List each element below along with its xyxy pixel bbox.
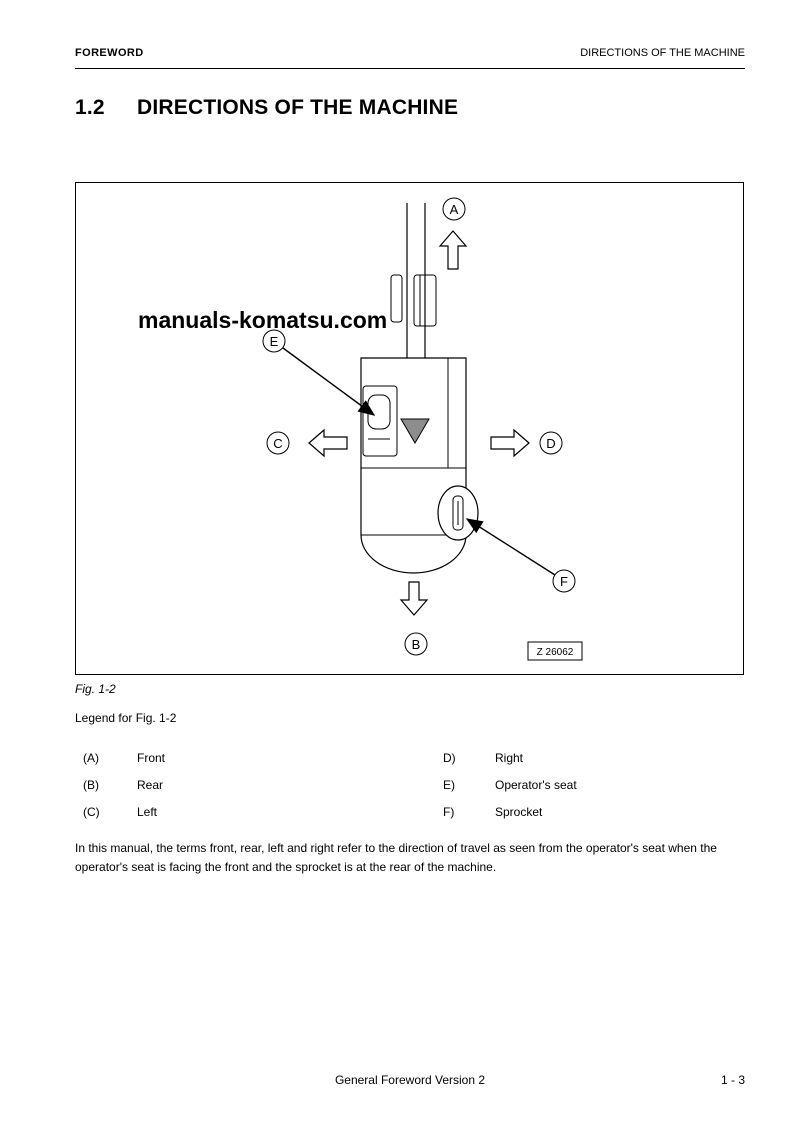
leader-line-sprocket [467,519,555,575]
legend-table [83,749,723,822]
arrow-up-icon [440,231,466,269]
figure-box [75,182,744,675]
label-c: C [273,436,283,451]
figure-caption: Fig. 1-2 [75,682,116,696]
header-chapter-label: DIRECTIONS OF THE MACHINE [580,47,745,59]
legend-value: Sprocket [495,805,543,819]
legend-value: Front [137,751,166,765]
section-number: 1.2 [75,96,105,119]
legend-key: (C) [83,805,100,819]
label-e: E [269,334,279,349]
machine-body-outline [361,358,466,573]
legend-key: D) [443,751,456,765]
legend-key: (A) [83,751,99,765]
footer-document-title: General Foreword Version 2 [334,1073,486,1087]
footer-page-number: 1 - 3 [720,1073,745,1087]
leader-line-seat [283,348,374,415]
label-b: B [411,637,421,652]
label-f: F [560,574,568,589]
arrow-right-icon [491,430,529,456]
legend-value: Right [495,751,524,765]
legend-key: F) [443,805,455,819]
drawing-code: Z 26062 [536,647,574,658]
arm-link-left [391,275,402,322]
header-rule [75,68,745,69]
legend-value: Operator's seat [495,778,577,792]
body-paragraph: In this manual, the terms front, rear, left and right refer to the direction of travel as seen from the operator's seat when the operator's seat is facing the front and the sprocket is at the rear of the machine. [75,841,717,874]
arrow-down-icon [401,582,427,615]
label-a: A [449,202,459,217]
header-section-label: FOREWORD [75,47,144,59]
legend-value: Rear [137,778,164,792]
section-title [75,96,458,120]
machine-direction-diagram [76,183,745,676]
page-header [75,47,745,59]
legend-key: E) [443,778,455,792]
legend-heading: Legend for Fig. 1-2 [75,711,177,725]
label-d: D [546,436,556,451]
watermark-text: manuals-komatsu.com [138,307,388,333]
legend-value: Left [137,805,158,819]
arrow-left-icon [309,430,347,456]
section-title-text: DIRECTIONS OF THE MACHINE [137,96,459,119]
legend-key: (B) [83,778,99,792]
